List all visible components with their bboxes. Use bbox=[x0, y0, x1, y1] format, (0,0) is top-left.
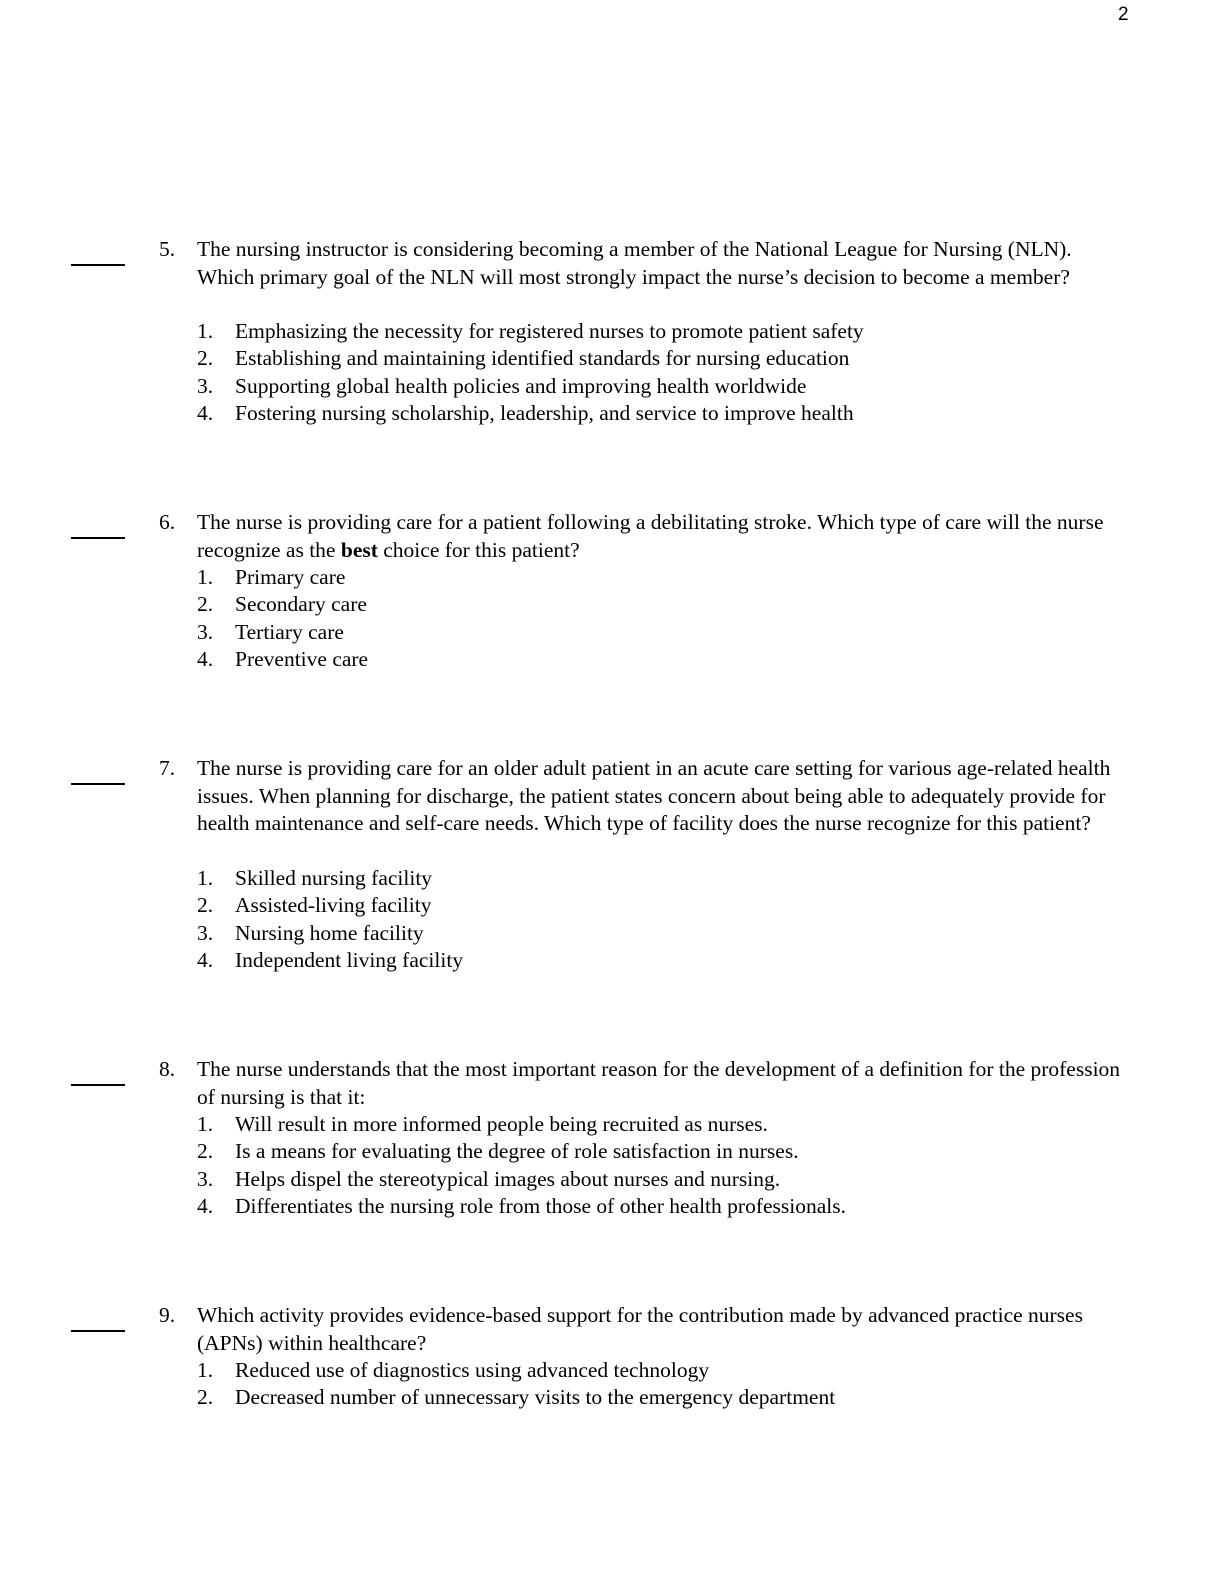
option-text: Differentiates the nursing role from those of other health professionals. bbox=[235, 1193, 846, 1218]
answer-option bbox=[197, 1357, 835, 1384]
option-number: 4. bbox=[197, 947, 214, 972]
answer-option bbox=[197, 1138, 846, 1165]
stem-text-end: choice for this patient? bbox=[377, 537, 580, 562]
answer-options bbox=[197, 1357, 835, 1412]
option-text: Decreased number of unnecessary visits to the emergency department bbox=[235, 1385, 836, 1410]
option-number: 4. bbox=[197, 1193, 214, 1218]
answer-option bbox=[197, 1384, 835, 1411]
option-number: 4. bbox=[197, 646, 214, 671]
question-number: 5. bbox=[159, 237, 176, 261]
option-text: Assisted-living facility bbox=[235, 893, 432, 918]
option-number: 1. bbox=[197, 866, 214, 890]
option-text: Nursing home facility bbox=[235, 920, 424, 945]
question-number: 8. bbox=[159, 1057, 176, 1081]
option-text: Preventive care bbox=[235, 646, 369, 671]
answer-option bbox=[197, 619, 368, 646]
option-text: Will result in more informed people being recruited as nurses. bbox=[235, 1112, 768, 1136]
option-text: Secondary care bbox=[235, 592, 367, 617]
option-text: Reduced use of diagnostics using advanced technology bbox=[235, 1358, 710, 1382]
answer-options bbox=[197, 564, 368, 673]
question-stem bbox=[197, 509, 1132, 564]
answer-option bbox=[197, 1111, 846, 1138]
answer-option bbox=[197, 564, 368, 591]
option-text: Establishing and maintaining identified standards for nursing education bbox=[235, 346, 850, 371]
answer-blank-line[interactable] bbox=[71, 244, 125, 266]
answer-options bbox=[197, 865, 463, 974]
answer-option bbox=[197, 920, 463, 947]
answer-options bbox=[197, 1111, 846, 1220]
answer-option bbox=[197, 318, 864, 345]
option-number: 2. bbox=[197, 592, 214, 617]
answer-option bbox=[197, 373, 864, 400]
answer-option bbox=[197, 865, 463, 892]
stem-text: The nurse understands that the most important reason for the development of a definition for the profession of nursing is that it: bbox=[197, 1057, 1121, 1109]
question-stem bbox=[197, 236, 1132, 291]
option-text: Emphasizing the necessity for registered nurses to promote patient safety bbox=[235, 319, 864, 343]
option-number: 2. bbox=[197, 893, 214, 918]
option-number: 3. bbox=[197, 373, 214, 398]
option-text: Tertiary care bbox=[235, 619, 344, 644]
option-text: Helps dispel the stereotypical images about nurses and nursing. bbox=[235, 1166, 781, 1191]
question-number: 6. bbox=[159, 510, 176, 534]
option-text: Supporting global health policies and improving health worldwide bbox=[235, 373, 807, 398]
answer-blank-line[interactable] bbox=[71, 517, 125, 539]
stem-text: Which activity provides evidence-based support for the contribution made by advanced practice nurses (APNs) within healthcare? bbox=[197, 1303, 1083, 1355]
answer-option bbox=[197, 947, 463, 974]
question-number: 9. bbox=[159, 1303, 176, 1327]
stem-text: The nurse is providing care for an older adult patient in an acute care setting for various age-related health issues. When planning for discharge, the patient states concern about being able to adequately provide for health maintenance and self-care needs. Which type of facility does the nurse recognize for this patient? bbox=[197, 756, 1111, 835]
question-number: 7. bbox=[159, 756, 176, 780]
question-stem bbox=[197, 755, 1132, 838]
question-stem bbox=[197, 1056, 1132, 1111]
option-text: Fostering nursing scholarship, leadership, and service to improve health bbox=[235, 400, 854, 425]
option-number: 1. bbox=[197, 1358, 214, 1382]
option-text: Skilled nursing facility bbox=[235, 866, 433, 890]
stem-text: The nursing instructor is considering becoming a member of the National League for Nursing (NLN). Which primary goal of the NLN will most strongly impact the nurse’s decision to become a member? bbox=[197, 237, 1072, 289]
option-number: 1. bbox=[197, 565, 214, 589]
option-number: 3. bbox=[197, 1166, 214, 1191]
answer-option bbox=[197, 1193, 846, 1220]
answer-option bbox=[197, 646, 368, 673]
answer-option bbox=[197, 345, 864, 372]
answer-option bbox=[197, 1166, 846, 1193]
question-stem bbox=[197, 1302, 1132, 1357]
option-number: 4. bbox=[197, 400, 214, 425]
option-text: Primary care bbox=[235, 565, 346, 589]
option-number: 2. bbox=[197, 1139, 214, 1164]
answer-option bbox=[197, 892, 463, 919]
option-number: 3. bbox=[197, 920, 214, 945]
option-number: 3. bbox=[197, 619, 214, 644]
stem-text: The nurse is providing care for a patient following a debilitating stroke. Which type of care will the nurse recognize as the bbox=[197, 510, 1104, 562]
answer-blank-line[interactable] bbox=[71, 1064, 125, 1086]
answer-blank-line[interactable] bbox=[71, 1310, 125, 1332]
page-number: 2 bbox=[1118, 4, 1129, 25]
option-text: Independent living facility bbox=[235, 947, 464, 972]
option-number: 2. bbox=[197, 346, 214, 371]
stem-emphasis: best bbox=[340, 537, 378, 562]
answer-option bbox=[197, 400, 864, 427]
answer-options bbox=[197, 318, 864, 427]
option-number: 2. bbox=[197, 1385, 214, 1410]
option-number: 1. bbox=[197, 319, 214, 343]
option-text: Is a means for evaluating the degree of role satisfaction in nurses. bbox=[235, 1139, 799, 1164]
answer-blank-line[interactable] bbox=[71, 763, 125, 785]
answer-option bbox=[197, 591, 368, 618]
option-number: 1. bbox=[197, 1112, 214, 1136]
